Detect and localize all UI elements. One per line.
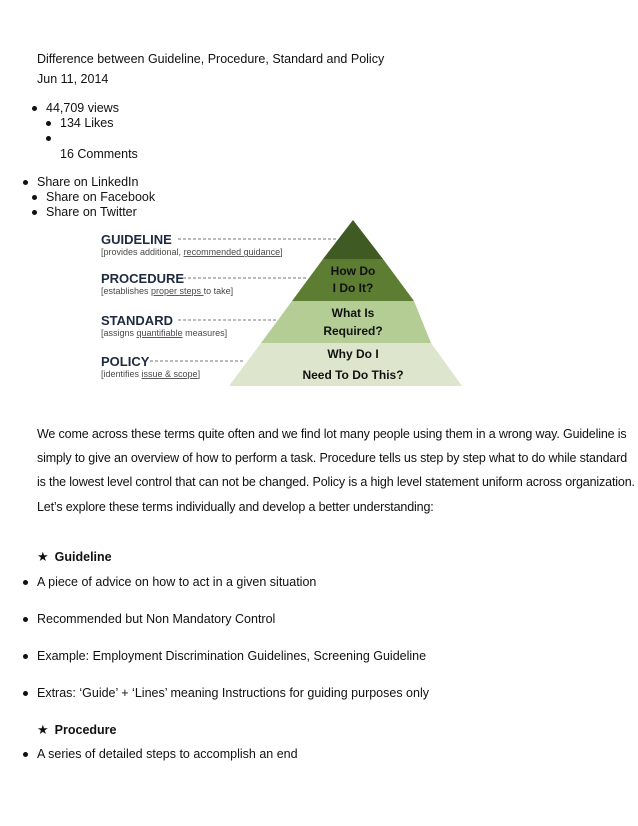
share-twitter-link[interactable]: Share on Twitter: [46, 205, 137, 219]
likes-count: 134 Likes: [60, 116, 114, 130]
label-policy: POLICY: [101, 354, 150, 369]
pyramid-diagram: [98, 218, 466, 388]
intro-line-2: simply to give an overview of how to perform a task. Procedure tells us step by step what to do while standard: [37, 451, 628, 465]
guideline-item: A piece of advice on how to act in a given situation: [37, 575, 317, 589]
pyramid-text-standard-2: Required?: [323, 324, 383, 338]
star-icon: ★: [37, 722, 49, 737]
label-guideline: GUIDELINE: [101, 232, 172, 247]
pyramid-text-standard-1: What Is: [331, 306, 375, 320]
guideline-item: Recommended but Non Mandatory Control: [37, 612, 276, 626]
pyramid-tier-guideline: [323, 220, 383, 259]
intro-line-1: We come across these terms quite often and we find lot many people using them in a wrong way. Guideline is: [37, 427, 627, 441]
views-count: 44,709 views: [46, 101, 119, 115]
label-standard: STANDARD: [101, 313, 173, 328]
pyramid-text-procedure-2: I Do It?: [332, 281, 374, 295]
guideline-item: Example: Employment Discrimination Guidelines, Screening Guideline: [37, 649, 427, 663]
section-heading-procedure: ★ Procedure: [37, 722, 117, 737]
share-linkedin-link[interactable]: Share on LinkedIn: [37, 175, 139, 189]
pyramid-text-procedure-1: How Do: [330, 264, 376, 278]
intro-line-3: is the lowest level control that can not be changed. Policy is a high level statement uniform across organization.: [37, 475, 635, 489]
pyramid-text-policy-1: Why Do I: [327, 347, 379, 361]
section-heading-guideline: ★ Guideline: [37, 549, 112, 564]
label-procedure: PROCEDURE: [101, 271, 185, 286]
article-title: Difference between Guideline, Procedure, Standard and Policy: [37, 52, 385, 66]
procedure-item: A series of detailed steps to accomplish an end: [37, 747, 298, 761]
star-icon: ★: [37, 549, 49, 564]
share-facebook-link[interactable]: Share on Facebook: [46, 190, 156, 204]
comments-count: 16 Comments: [60, 147, 138, 161]
guideline-item: Extras: ‘Guide’ + ‘Lines’ meaning Instructions for guiding purposes only: [37, 686, 429, 700]
intro-line-4: Let’s explore these terms individually and develop a better understanding:: [37, 500, 434, 514]
note-standard: [assigns quantifiable measures]: [101, 328, 228, 338]
pyramid-text-policy-2: Need To Do This?: [302, 368, 404, 382]
note-policy: [identifies issue & scope]: [101, 369, 201, 379]
note-guideline: [provides additional, recommended guidance]: [101, 247, 283, 257]
note-procedure: [establishes proper steps to take]: [101, 286, 234, 296]
article-date: Jun 11, 2014: [37, 72, 109, 86]
